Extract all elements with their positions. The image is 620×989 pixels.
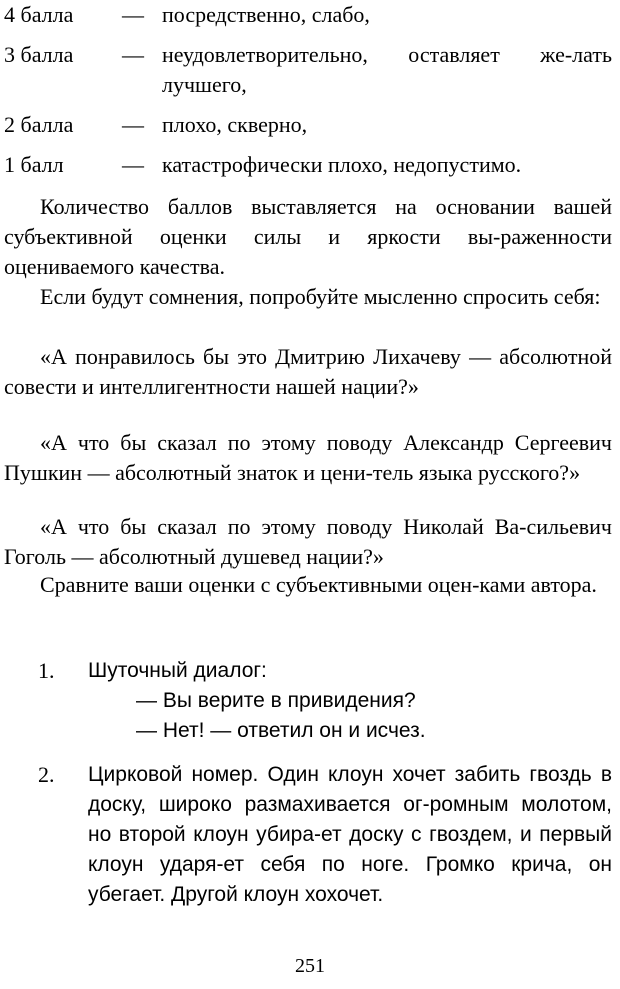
score-label: 4 балла xyxy=(4,2,74,27)
score-label: 3 балла xyxy=(4,42,74,67)
score-dash: — xyxy=(122,112,144,137)
paragraph-compare: Сравните ваши оценки с субъективными оцен-ками автора. xyxy=(40,572,597,597)
dialog-line-question: — Вы верите в привидения? xyxy=(136,689,416,712)
score-dash: — xyxy=(122,152,144,177)
score-description: катастрофически плохо, недопустимо. xyxy=(162,152,522,177)
paragraph-quote-likhachev: «А понравилось бы это Дмитрию Лихачеву — абсолютной совести и интеллигентности нашей нации?» xyxy=(4,344,612,399)
paragraph-doubts: Если будут сомнения, попробуйте мысленно спросить себя: xyxy=(40,284,601,309)
score-description: посредственно, слабо, xyxy=(162,2,370,27)
page-number: 251 xyxy=(295,955,325,977)
item-number: 2. xyxy=(38,762,55,787)
paragraph-scoring-basis: Количество баллов выставляется на основании вашей субъективной оценки силы и яркости вы-раженности оцениваемого качества. xyxy=(4,194,612,279)
score-label: 2 балла xyxy=(4,112,74,137)
item-number: 1. xyxy=(38,658,55,683)
score-label: 1 балл xyxy=(4,152,64,177)
list-item-2 xyxy=(38,760,612,910)
dialog-line-answer: — Нет! — ответил он и исчез. xyxy=(136,719,426,742)
score-description: неудовлетворительно, оставляет же-лать лучшего, xyxy=(162,42,612,97)
paragraph-quote-gogol: «А что бы сказал по этому поводу Николай Ва-сильевич Гоголь — абсолютный душевед нации?» xyxy=(4,514,612,569)
score-dash: — xyxy=(122,42,144,67)
item-title: Шуточный диалог: xyxy=(88,659,267,682)
paragraph-quote-pushkin: «А что бы сказал по этому поводу Александр Сергеевич Пушкин — абсолютный знаток и цени-тель языка русского?» xyxy=(4,430,612,485)
score-dash: — xyxy=(122,2,144,27)
item-text: Цирковой номер. Один клоун хочет забить гвоздь в доску, широко размахивается ог-ромным молотом, но второй клоун убира-ет доску с гвоздем, и первый клоун ударя-ет себя по ноге. Громко крича, он убегает. Другой клоун хохочет. xyxy=(88,763,612,906)
score-description: плохо, скверно, xyxy=(162,112,308,137)
list-item-1 xyxy=(38,656,612,686)
